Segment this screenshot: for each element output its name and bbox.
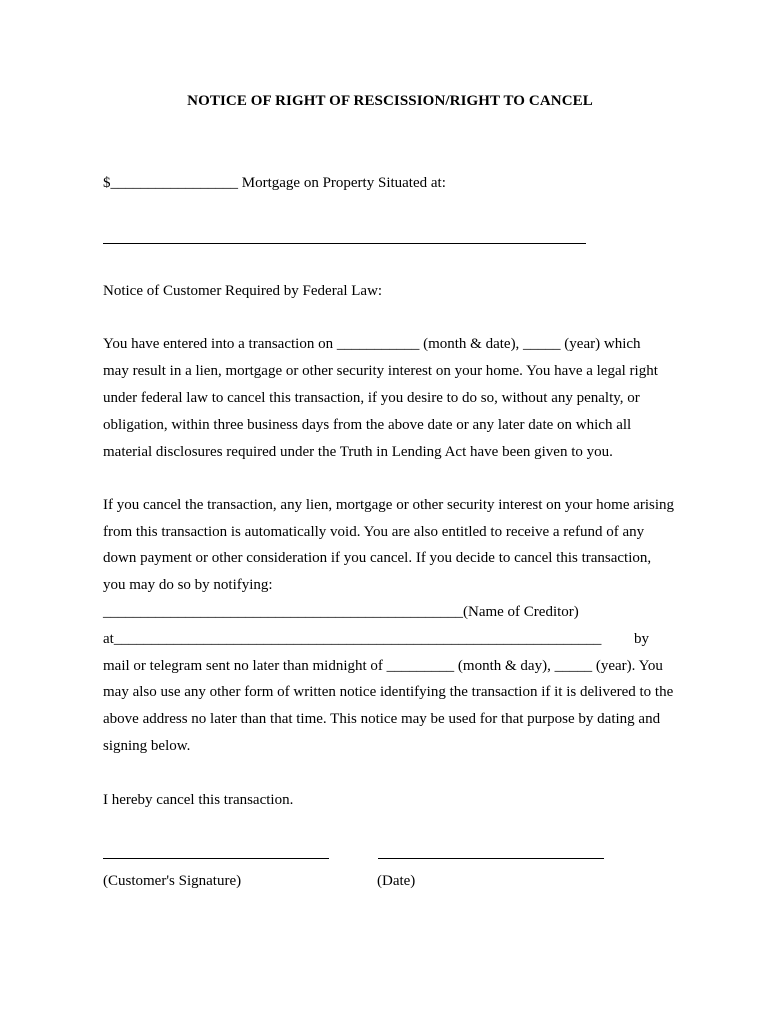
date-label: (Date) <box>377 873 416 889</box>
paragraph1-line-4: obligation, within three business days from the above date or any later date on which all <box>103 417 632 433</box>
paragraph1-line-3: under federal law to cancel this transaction, if you desire to do so, without any penalty, or <box>103 390 640 406</box>
creditor-address-line: at_________________________________________________________________ <box>103 631 602 647</box>
paragraph2-line-8: may also use any other form of written notice identifying the transaction if it is delivered to the <box>103 684 674 700</box>
signature-label: (Customer's Signature) <box>103 873 242 889</box>
paragraph2-line-4: you may do so by notifying: <box>103 577 273 593</box>
paragraph1-line-5: material disclosures required under the Truth in Lending Act have been given to you. <box>103 444 613 460</box>
paragraph2-line-10: signing below. <box>103 738 191 754</box>
date-blank <box>378 858 604 859</box>
paragraph2-line-7: mail or telegram sent no later than midnight of _________ (month & day), _____ (year). You <box>103 658 663 674</box>
paragraph2-line-9: above address no later than that time. This notice may be used for that purpose by dating and <box>103 711 661 727</box>
creditor-name-line: ________________________________________________(Name of Creditor) <box>103 604 579 620</box>
paragraph1-line-1: You have entered into a transaction on ___________ (month & date), _____ (year) which <box>103 336 641 352</box>
notice-heading: Notice of Customer Required by Federal Law: <box>103 283 383 299</box>
paragraph2-line-1: If you cancel the transaction, any lien, mortgage or other security interest on your home arising <box>103 497 675 513</box>
property-address-blank <box>103 243 586 244</box>
paragraph1-line-2: may result in a lien, mortgage or other security interest on your home. You have a legal right <box>103 363 658 379</box>
paragraph2-line-2: from this transaction is automatically void. You are also entitled to receive a refund of any <box>103 524 645 540</box>
by-label: by <box>634 631 649 647</box>
document-title: NOTICE OF RIGHT OF RESCISSION/RIGHT TO CANCEL <box>187 93 593 109</box>
signature-blank <box>103 858 329 859</box>
cancel-statement: I hereby cancel this transaction. <box>103 792 294 808</box>
paragraph2-line-3: down payment or other consideration if you cancel. If you decide to cancel this transaction, <box>103 550 652 566</box>
mortgage-amount-line: $_________________ Mortgage on Property Situated at: <box>103 175 446 191</box>
